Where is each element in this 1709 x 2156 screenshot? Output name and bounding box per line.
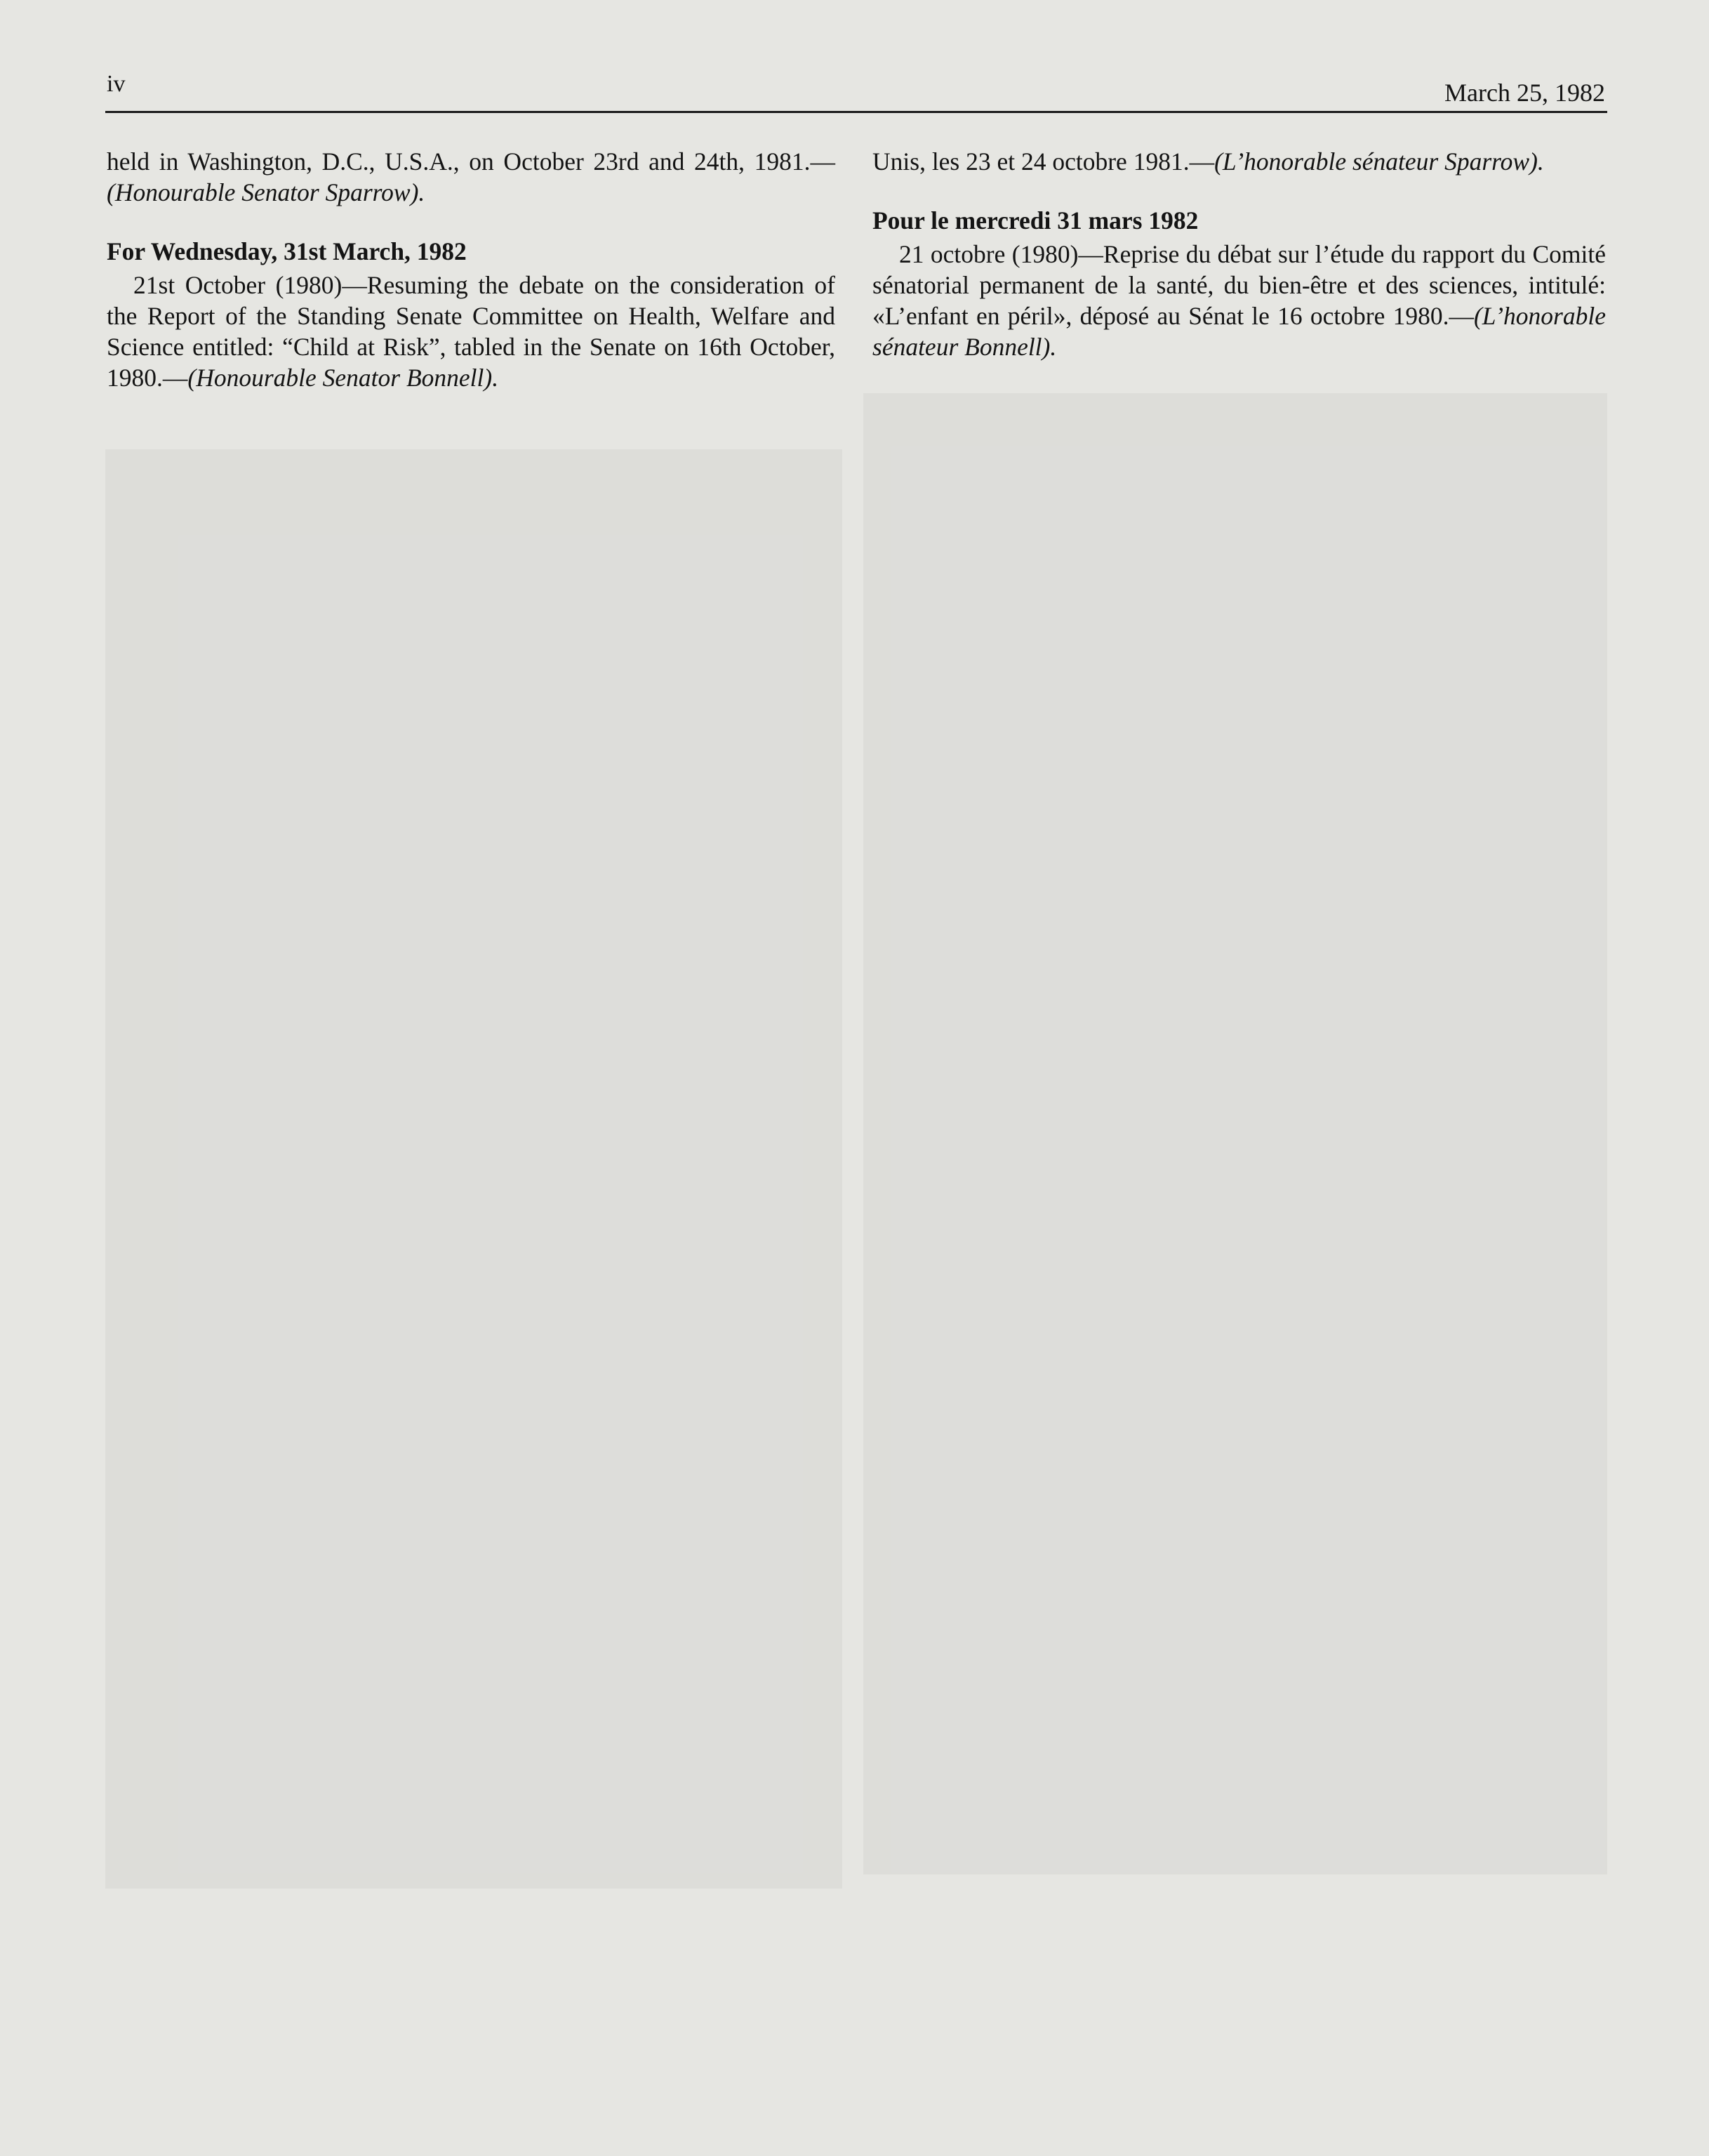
continuation-paragraph-fr: [872, 146, 1606, 177]
english-column: [107, 146, 835, 393]
order-item-sponsor-fr: (L’honorable sénateur Bonnell).: [872, 302, 1606, 361]
order-item-fr: [872, 239, 1606, 362]
continuation-sponsor-en: (Honourable Senator Sparrow).: [107, 178, 425, 206]
dash-fr-2: —: [1449, 302, 1474, 330]
show-through-left: [105, 449, 842, 1889]
header-rule: [105, 111, 1607, 113]
french-column: [872, 146, 1606, 362]
dash-en-2: —: [162, 364, 188, 392]
continuation-paragraph-en: [107, 146, 835, 208]
order-item-sponsor-en: (Honourable Senator Bonnell).: [187, 364, 499, 392]
section-heading-en: For Wednesday, 31st March, 1982: [107, 237, 467, 265]
page-number: iv: [107, 71, 126, 97]
continuation-sponsor-fr: (L’honorable sénateur Sparrow).: [1214, 147, 1544, 176]
continuation-text-fr: Unis, les 23 et 24 octobre 1981.: [872, 147, 1190, 176]
dash-fr-1: —: [1189, 147, 1215, 176]
order-item-text-en: 21st October (1980)—Resuming the debate on the consideration of the Report of the Standing Senate Committee on Health, Welfare and Science entitled: “Child at Risk”, tabled in the Senate on 16th October, 1980.: [107, 271, 835, 392]
order-item-text-fr: 21 octobre (1980)—Reprise du débat sur l’étude du rapport du Comité sénatorial permanent de la santé, du bien-être et des sciences, intitulé: «L’enfant en péril», déposé au Sénat le 16 octobre 1980.: [872, 240, 1606, 330]
page-date: March 25, 1982: [1444, 79, 1605, 107]
section-heading-fr: Pour le mercredi 31 mars 1982: [872, 206, 1199, 234]
order-item-en: [107, 270, 835, 393]
dash-en-1: —: [810, 147, 835, 176]
continuation-text-en: held in Washington, D.C., U.S.A., on October 23rd and 24th, 1981.: [107, 147, 811, 176]
show-through-right: [863, 393, 1607, 1874]
